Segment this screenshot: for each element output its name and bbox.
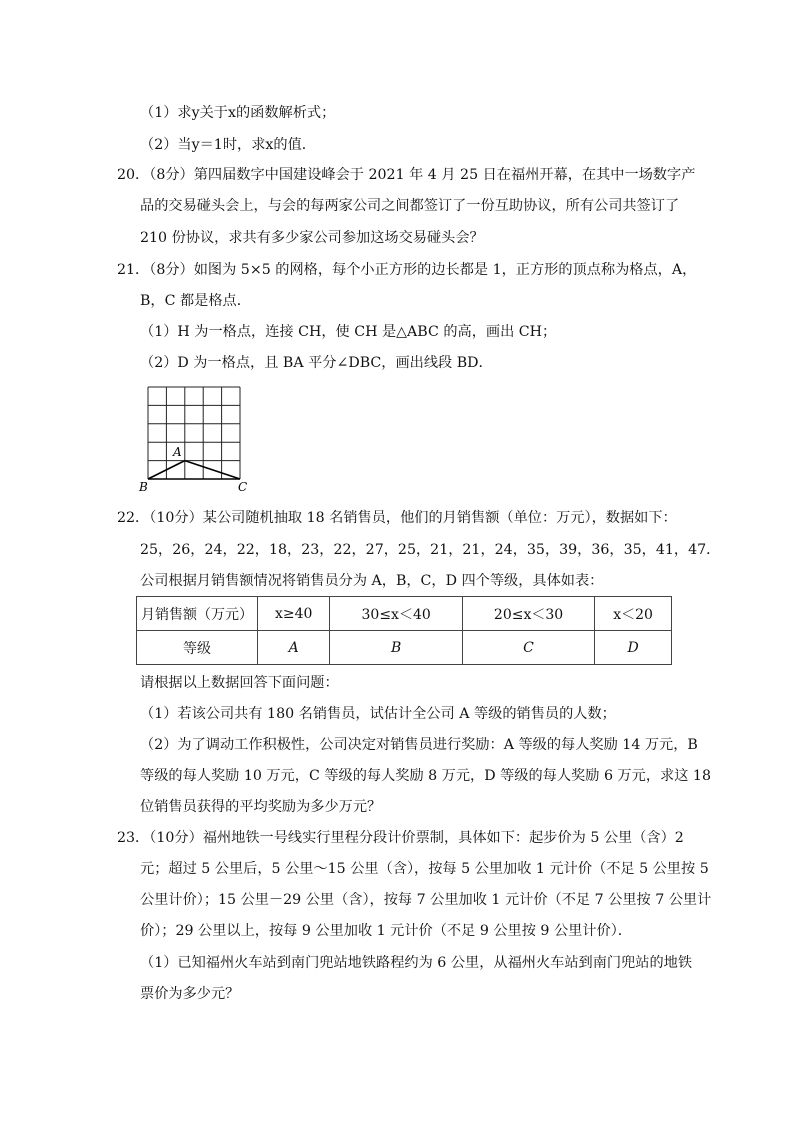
table-cell: A [258,631,330,665]
q19-part1: （1）求y关于x的函数解析式； [140,105,336,121]
q23-line1: 23．（10分）福州地铁一号线实行里程分段计价票制，具体如下：起步价为 5 公里（含）2 [117,830,684,846]
q20-line2: 品的交易碰头会上，与会的每两家公司之间都签订了一份互助协议，所有公司共签订了 [140,198,680,214]
q19-part2: （2）当y＝1时，求x的值． [140,137,316,153]
q22-data: 25，26，24，22，18，23，22，27，25，21，21，24，35，39，36，35，41，47． [140,542,721,558]
q23-line2: 元；超过 5 公里后，5 公里～15 公里（含），按每 5 公里加收 1 元计价（不足 5 公里按 5 [140,861,709,877]
table-cell: C [462,631,594,665]
point-c-label: C [238,480,248,492]
q22-line4: 请根据以上数据回答下面问题： [140,675,339,691]
table-row [137,631,672,665]
q21-line1: 21．（8分）如图为 5×5 的网格，每个小正方形的边长都是 1，正方形的顶点称为格点，A， [117,262,697,278]
q22-line3: 公司根据月销售额情况将销售员分为 A，B，C，D 四个等级，具体如表： [140,573,604,589]
grid-figure [135,382,255,492]
table-cell: x≥40 [258,597,330,631]
table-cell: B [330,631,462,665]
point-a-label: A [173,445,182,459]
table-cell: D [595,631,672,665]
q23-line4: 价）；29 公里以上，按每 9 公里加收 1 元计价（不足 9 公里按 9 公里计价）． [140,923,632,939]
q21-part2: （2）D 为一格点，且 BA 平分∠DBC，画出线段 BD． [140,355,493,371]
table-cell: 30≤x＜40 [330,597,462,631]
q23-part1-line1: （1）已知福州火车站到南门兜站地铁路程约为 6 公里，从福州火车站到南门兜站的地铁 [140,955,693,971]
q20-line3: 210 份协议，求共有多少家公司参加这场交易碰头会？ [140,230,484,246]
q23-part1-line2: 票价为多少元？ [140,986,240,1002]
q22-part2-line1: （2）为了调动工作积极性，公司决定对销售员进行奖励：A 等级的每人奖励 14 万元，B [140,737,698,753]
q21-part1: （1）H 为一格点，连接 CH，使 CH 是△ABC 的高，画出 CH； [140,324,557,340]
table-row [137,597,672,631]
q20-line1: 20．（8分）第四届数字中国建设峰会于 2021 年 4 月 25 日在福州开幕，在其中一场数字产 [117,167,696,183]
q22-part2-line3: 位销售员获得的平均奖励为多少万元？ [140,799,382,815]
q23-line3: 公里计价）；15 公里－29 公里（含），按每 7 公里加收 1 元计价（不足 7 公里按 7 公里计 [140,892,712,908]
q22-part1: （1）若该公司共有 180 名销售员，试估计全公司 A 等级的销售员的人数； [140,706,616,722]
table-cell: 月销售额（万元） [137,597,258,631]
q22-part2-line2: 等级的每人奖励 10 万元，C 等级的每人奖励 8 万元，D 等级的每人奖励 6 万元，求这 18 [140,768,711,784]
q21-line2: B，C 都是格点． [140,293,251,309]
grade-table [136,596,672,665]
q22-line1: 22．（10分）某公司随机抽取 18 名销售员，他们的月销售额（单位：万元），数据如下： [117,510,677,526]
table-cell: x＜20 [595,597,672,631]
segment-ac [185,461,240,479]
point-b-label: B [139,480,148,492]
table-cell: 20≤x＜30 [462,597,594,631]
table-cell: 等级 [137,631,258,665]
